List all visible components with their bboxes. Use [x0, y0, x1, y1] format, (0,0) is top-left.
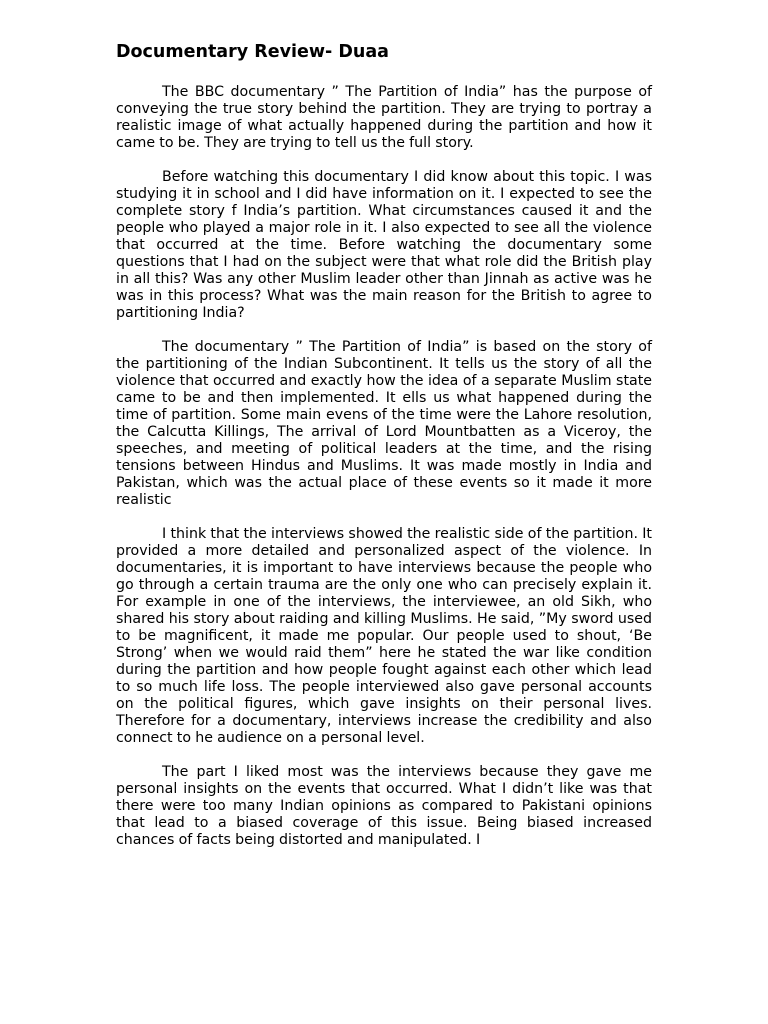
paragraph-summary: The documentary ” The Partition of India” is based on the story of the partitioning of the Indian Subcontinent. It tells us the story of all the violence that occurred and exactly how the idea of a separate Muslim state came to be and then implemented. It ells us what happened during the time of partition. Some main evens of the time were the Lahore resolution, the Calcutta Killings, The arrival of Lord Mountbatten as a Viceroy, the speeches, and meeting of political leaders at the time, and the rising tensions between Hindus and Muslims. It was made mostly in India and Pakistan, which was the actual place of these events so it made it more realistic [116, 339, 652, 508]
paragraph-opinion: The part I liked most was the interviews because they gave me personal insights on the events that occurred. What I didn’t like was that there were too many Indian opinions as compared to Pakistani opinions that lead to a biased coverage of this issue. Being biased increased chances of facts being distorted and manipulated. I [116, 764, 652, 848]
paragraph-interviews: I think that the interviews showed the realistic side of the partition. It provided a more detailed and personalized aspect of the violence. In documentaries, it is important to have interviews because the people who go through a certain trauma are the only one who can precisely explain it. For example in one of the interviews, the interviewee, an old Sikh, who shared his story about raiding and killing Muslims. He said, ”My sword used to be magnificent, it made me popular. Our people used to shout, ‘Be Strong’ when we would raid them” here he stated the war like condition during the partition and how people fought against each other which lead to so much life loss. The people interviewed also gave personal accounts on the political figures, which gave insights on their personal lives. Therefore for a documentary, interviews increase the credibility and also connect to he audience on a personal level. [116, 526, 652, 746]
document-title: Documentary Review- Duaa [116, 42, 389, 62]
paragraph-intro: The BBC documentary ” The Partition of India” has the purpose of conveying the true story behind the partition. They are trying to portray a realistic image of what actually happened during the partition and how it came to be. They are trying to tell us the full story. [116, 84, 652, 151]
document-page [116, 40, 652, 866]
paragraph-expectations: Before watching this documentary I did know about this topic. I was studying it in school and I did have information on it. I expected to see the complete story f India’s partition. What circumstances caused it and the people who played a major role in it. I also expected to see all the violence that occurred at the time. Before watching the documentary some questions that I had on the subject were that what role did the British play in all this? Was any other Muslim leader other than Jinnah as active was he was in this process? What was the main reason for the British to agree to partitioning India? [116, 169, 652, 321]
